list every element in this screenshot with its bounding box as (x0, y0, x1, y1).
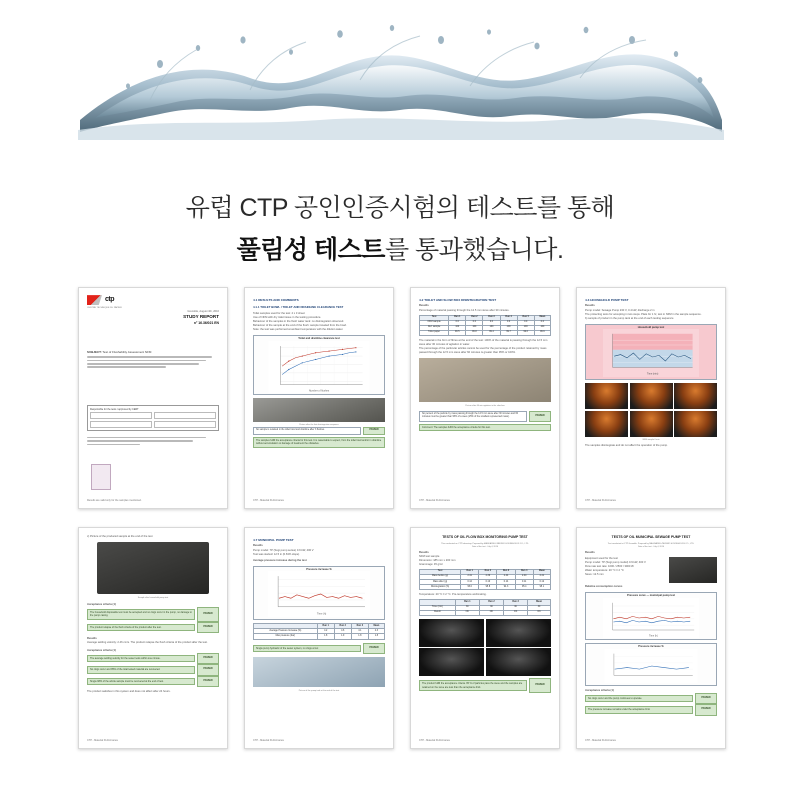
table-header-cell: Mean (368, 624, 384, 629)
table-cell: 0.0 (449, 320, 466, 325)
svg-text:Time (min): Time (min) (646, 373, 659, 377)
acceptance-criteria-row (253, 427, 385, 434)
table-cell: 2.41 (533, 575, 550, 580)
pressure-increase-chart-2 (585, 643, 717, 686)
table-cell: 100 (483, 325, 500, 330)
headline-line-2 (0, 232, 800, 270)
acceptance-criteria-2-label: Acceptance criteria (1) (87, 648, 116, 652)
subject-label: SUBJECT: (87, 349, 102, 354)
ctp-mark-icon (87, 295, 102, 305)
bullet-2: Behaviour of the sample at the end of the flush: sample traveled from the bowl. (253, 323, 347, 327)
paragraph-1: Pump model: Sewage Pump 230 V, 0.4 kW, discharge 2 in (585, 308, 655, 312)
document-footer: CTP - Material Performance (87, 739, 119, 743)
document-footer: Results are valid only for the samples mentioned. (87, 499, 142, 503)
table-header-cell: Run 1 (461, 569, 479, 574)
table-cell: 4.2 (317, 629, 334, 634)
results-label: Results (419, 304, 429, 308)
result-badge: PASSED (363, 643, 385, 654)
test-photo (253, 657, 385, 687)
acceptance-criteria-text: The product fulfill the acceptance criteria. 95 % of particles pass the sieve and the samples are retained on the sieve are less than the acceptance limit. (419, 680, 527, 691)
subsection-title: TOILET BOWL / TOILET AND DRAINLINE CLEARANCE TEST (260, 305, 344, 310)
clearance-chart (253, 335, 385, 396)
test-date: Date of the test : July 4, 2016 (637, 545, 664, 548)
table-cell: NFM sample (420, 320, 449, 325)
pump-photo-1 (585, 383, 628, 409)
paragraph-2: Use of NFM with dry toilet tissue in the testing procedure. (253, 315, 322, 319)
table-cell: 95.0 (461, 585, 479, 590)
headline (0, 190, 800, 269)
report-date: Grenoble, August 4th, 2016 (187, 310, 219, 314)
ctp-logo-subtitle: CENTRE TECHNIQUE DU PAPIER (87, 307, 122, 310)
criteria-item-row (87, 676, 219, 687)
table-header-cell: Mean (533, 569, 550, 574)
criteria-item: The pressure increase remains under the acceptance limit. (585, 706, 693, 713)
report-title: STUDY REPORT (183, 314, 219, 320)
photo-caption: Sample after household pump test (137, 597, 169, 600)
table-cell: 100 (517, 325, 534, 330)
svg-text:Number of flushes: Number of flushes (308, 388, 330, 392)
section-subtitle: Test conducted at CTP Grenoble. Prepared by MAGDARELL/NEDIMO HOUSEHOLDS CO., LTD. (607, 542, 695, 545)
table-cell: 2.41 (461, 575, 479, 580)
info-row-5: Sieve: 12.5 mm (585, 572, 604, 576)
result-badge: PASSED (197, 653, 219, 664)
table-cell: 0.11 (515, 580, 533, 585)
section-number: 4.2 (419, 298, 424, 302)
section-heading (253, 298, 385, 302)
photo-caption: Picture after the first disintegration sequence (299, 424, 339, 427)
subsection-heading (253, 305, 385, 309)
info-row-3: Grammage: 45 g/m² (419, 562, 444, 566)
table-cell: 0.0 (483, 320, 500, 325)
chart-plot (586, 598, 716, 638)
table-header-cell: Run 2 (466, 315, 483, 320)
table-cell: OK (455, 610, 479, 615)
table-header-cell: Run 2 (479, 600, 503, 605)
paragraph-2: Test was started: 12.5 in (0.63% slope) (253, 552, 300, 556)
section-number: 4.1 (253, 298, 258, 302)
sieve-photo-1 (419, 619, 484, 647)
acceptance-criteria-text: No sample is retained in the toilet bowl and drainline after 3 flushes. (253, 427, 361, 434)
table-cell: 99.6 (534, 330, 550, 335)
acceptance-criteria-text: The household disposable test must be accepted and no clogs occur in the pump, no damage to the pump casing. (87, 609, 195, 620)
criteria-item: No clogs occur and 95% of the total tested material are recovered. (87, 666, 195, 673)
table-cell: 0.0 (500, 320, 517, 325)
result-badge: PASSED (197, 607, 219, 622)
chart-title: Pressure curve — municipal pump test (627, 593, 675, 597)
paragraph-1: Pump model: 7P (Sogi pump series) 0.9 kW, 400 V (253, 548, 314, 552)
table-cell: 1.8 (351, 634, 368, 639)
chart-title: Pressure increase % (638, 645, 664, 649)
comment-text: The samples disintegrate and do not affect the operation of the pump. (585, 443, 668, 447)
table-cell: 30 (479, 605, 503, 610)
acceptance-criteria-text: No percent of the particle by mass passing through the 12.5 mm sieve after 30 minutes and 60 minutes must be greater than 95% of a sieve (25% of the smallest represented mass). (419, 411, 527, 422)
table-cell: 99.6 (517, 330, 534, 335)
second-criteria-text: The product relapse of the flush criteria of the product after the test. (87, 624, 195, 631)
results-label: Results (585, 304, 595, 308)
pump-photo-4 (585, 411, 628, 437)
headline-line-2-rest: 를 통과했습니다. (384, 235, 564, 264)
sieve-photo-grid (419, 619, 551, 677)
table-header-cell: Test (420, 569, 461, 574)
acceptance-criteria-row (253, 643, 385, 654)
table-header-cell: Run 1 (455, 600, 479, 605)
table-cell: 100 (449, 325, 466, 330)
equipment-photo (669, 557, 717, 583)
results-label: Results (253, 544, 263, 548)
test-photo (253, 398, 385, 422)
table-header-cell: Run 3 (497, 569, 515, 574)
approval-stamp (91, 464, 111, 490)
mass-table (419, 569, 551, 590)
photo-caption: Picture of the pump tank at the end of the test (298, 689, 340, 692)
headline-emphasis: 풀림성 테스트 (236, 235, 385, 264)
document-thumbnail-2[interactable] (244, 287, 394, 509)
chart-title: Toilet and drainline clearance test (298, 336, 340, 340)
table-cell: 0.10 (479, 580, 497, 585)
photo-caption: NFM sample 0 min (642, 438, 660, 441)
second-criteria-row (87, 622, 219, 633)
table-cell: 0.12 (461, 580, 479, 585)
info-row-1: Equipment used for the test (585, 556, 618, 560)
table-cell: 0.14 (497, 580, 515, 585)
table-cell: 95.1 (533, 585, 550, 590)
disintegration-table (419, 315, 551, 336)
table-cell: 94.3 (497, 585, 515, 590)
table-cell: Ref. sample (420, 325, 449, 330)
document-thumbnail-6[interactable] (244, 527, 394, 749)
table-header-cell: Run 3 (504, 600, 528, 605)
table-cell: Toilet paper (420, 330, 449, 335)
comment-text: Comment: The samples fulfill the acceptance criteria for this test. (419, 424, 551, 431)
sub-note: Relative consumption curves (585, 584, 623, 588)
hero-water-splash (0, 0, 800, 185)
equipment-info (585, 557, 666, 583)
sieve-photo-2 (486, 619, 551, 647)
equipment-row (585, 557, 717, 583)
table-header-cell: Run 2 (334, 624, 351, 629)
result-badge: PASSED (529, 678, 551, 693)
signature-cell (90, 412, 152, 419)
sieve-photo-4 (486, 648, 551, 676)
bullet-1: Behaviour of the samples in the flush water tank: no disintegration observed. (253, 319, 344, 323)
table-cell: 2.40 (515, 575, 533, 580)
svg-text:Time (h): Time (h) (316, 612, 327, 616)
acceptance-criteria-row (87, 607, 219, 622)
subsection-number: 4.1.1 (253, 305, 260, 310)
time-table (419, 599, 551, 615)
document-footer: CTP - Material Performance (419, 739, 451, 743)
pump-photo-6 (674, 411, 717, 437)
paragraph-2: The percentage of the particular articles cannot be used for the percentage of the product retained by mass passed through the 12.5 mm sieve after 60 minutes is greater than 95% or 100%. (419, 347, 547, 355)
section-title: TOILET AND SLOW BOX DISINTEGRATION TEST (424, 298, 497, 302)
result-badge: PASSED (695, 693, 717, 704)
report-title-block (87, 310, 219, 325)
table-header-cell: Run 4 (500, 315, 517, 320)
table-cell: OK (504, 610, 528, 615)
table-row (420, 585, 551, 590)
table-cell: 4.3 (368, 629, 384, 634)
paragraph-2: The protecting tests for accepting in two steps. Plate for 1 hr, test in NFM in the sample sequence. (585, 312, 702, 316)
document-thumbnail-1[interactable] (78, 287, 228, 509)
paragraph-1: The material in the form of fibres at the end of the test: 100% of the material is passing through the 12.5 mm sieve after 30 minutes of agitation in water. (419, 339, 548, 347)
results-text: Percentage of material passing through the 12.5 mm sieve after 30 minutes. (419, 308, 510, 312)
comment-text: The samples fulfill the acceptance criteria for this test. It is reasonable to expect, from the toilet bowl and/or in drainline without accumulation or damage of treatment the obstacles. (253, 437, 385, 448)
table-cell: 95.4 (515, 585, 533, 590)
chart-plot (254, 341, 384, 393)
criteria-item-row (87, 664, 219, 675)
result-badge: PASSED (197, 676, 219, 687)
pump-photo-grid (585, 383, 717, 437)
section-number: 4.3 (585, 298, 590, 302)
document-thumbnail-8[interactable] (576, 527, 726, 749)
document-footer: CTP - Material Performance (253, 739, 285, 743)
info-row-2: Pump model: 7P (Sogi pump model) 0.9 kW, 400 V (585, 560, 646, 564)
certificate-thumbnail-grid (78, 287, 726, 749)
result-badge: PASSED (197, 664, 219, 675)
criteria-item: No clogs occur and the pump continues to operate. (585, 695, 693, 702)
table-header-cell: Run 1 (449, 315, 466, 320)
results-label: Results (419, 550, 429, 554)
criteria-item: Single 98% of the article sample must be recovered at the end of test. (87, 678, 195, 685)
table-cell: 30 (528, 605, 551, 610)
sub-note: Average pressure increase during the test (253, 558, 307, 562)
table-header-cell: Mean (534, 315, 550, 320)
section-title: RESULTS AND COMMENTS (258, 298, 299, 302)
table-cell: 100 (534, 325, 550, 330)
table-header-cell: Run 4 (515, 569, 533, 574)
chart-title: Household pump test (637, 325, 665, 329)
section-title: MUNICIPAL PUMP TEST (258, 538, 294, 542)
subject-line (87, 350, 219, 355)
photo-caption: Picture after 60 min agitation in the slow box (465, 405, 505, 408)
headline-line-1: 유럽 CTP 공인인증시험의 테스트를 통해 (185, 194, 615, 222)
table-cell: 4.1 (351, 629, 368, 634)
table-header-cell: Run 3 (351, 624, 368, 629)
final-note: The product satisfies in this system and does not affect after 24 hours. (87, 690, 171, 694)
table-cell: OK (479, 610, 503, 615)
section-title: TESTS OF OIL MUNICIPAL SEWAGE PUMP TEST (611, 535, 691, 539)
table-cell: 0.0 (534, 320, 550, 325)
info-row-2: Dimension: 185 mm x 200 mm (419, 558, 456, 562)
pressure-table (253, 623, 385, 639)
table-cell: 100 (500, 325, 517, 330)
ctp-logo (87, 295, 219, 305)
table-cell: 99.4 (483, 330, 500, 335)
sample-photo (97, 542, 209, 594)
signature-cell (154, 421, 216, 428)
svg-text:Time (h): Time (h) (648, 633, 658, 637)
table-cell: Mass before (g) (420, 575, 461, 580)
table-cell: 0.0 (517, 320, 534, 325)
table-row (254, 634, 385, 639)
section-subtitle: This conducted on CTP laboratory. Prepared by MAGDARELL/NEDIMO HOUSEHOLDS CO., LTD. (441, 542, 529, 545)
table-cell: 2.44 (497, 575, 515, 580)
table-cell: 1.8 (317, 634, 334, 639)
section-heading (585, 298, 717, 302)
table-cell: Result (420, 610, 456, 615)
pump-photo-2 (630, 383, 673, 409)
water-splash-illustration (0, 0, 800, 185)
pump-photo-3 (674, 383, 717, 409)
acceptance-criteria-row (419, 411, 551, 422)
info-row-4: Water temperature: 20 °C ± 2 °C (585, 568, 624, 572)
document-thumbnail-5[interactable] (78, 527, 228, 749)
table-header-cell: Run 3 (483, 315, 500, 320)
table-header-cell: Test (420, 315, 449, 320)
signature-label: Responsible for the tests / approved by CERT (90, 407, 139, 411)
document-footer: CTP - Material Performance (253, 499, 285, 503)
criteria-item: The average settling velocity for the sewer tests within one minute. (87, 655, 195, 662)
table-cell: 30 (504, 605, 528, 610)
pump-photo-5 (630, 411, 673, 437)
table-cell: Mass after (g) (420, 580, 461, 585)
table-cell: Average Pressure Increase (%) (254, 629, 318, 634)
table-cell: 4.6 (334, 629, 351, 634)
acceptance-criteria-label: Acceptance criteria (1) (87, 602, 116, 606)
acceptance-criteria-row (419, 678, 551, 693)
table-cell: Time (min) (420, 605, 456, 610)
table-cell: 1.8 (368, 634, 384, 639)
signature-cell (154, 412, 216, 419)
sub-note: b) sample of product in the pump tank at the end of each testing sequence (585, 316, 674, 320)
table-row (420, 610, 551, 615)
table-cell: 99.7 (500, 330, 517, 335)
criteria-item-row (87, 653, 219, 664)
paragraph-1: Toilet samples used for the test: 4 x 3 sheet (253, 311, 305, 315)
section-number: 4.7 (253, 538, 258, 542)
table-cell: 2.39 (479, 575, 497, 580)
result-badge: PASSED (363, 427, 385, 434)
results-label: Results (585, 550, 595, 554)
table-cell: Disintegration (%) (420, 585, 461, 590)
pressure-increase-chart (253, 566, 385, 621)
signature-box (87, 405, 219, 431)
pump-pressure-chart (585, 324, 717, 381)
criteria-item-row (585, 693, 717, 704)
table-header-cell: Mean (528, 600, 551, 605)
table-cell: 1.9 (334, 634, 351, 639)
table-cell: OK (528, 610, 551, 615)
ctp-logo-text: ctp (105, 296, 114, 303)
pressure-curve-chart (585, 592, 717, 641)
acceptance-criteria-text: Single pump hydraulic of the sewer system, no clogs occur. (253, 645, 361, 652)
table-header-cell: Run 1 (317, 624, 334, 629)
document-thumbnail-7[interactable] (410, 527, 560, 749)
chart-plot (586, 649, 716, 683)
sieve-photo-3 (419, 648, 484, 676)
document-footer: CTP - Material Performance (419, 499, 451, 503)
chart-title: Pressure increase % (306, 567, 332, 571)
table-cell: 95.8 (479, 585, 497, 590)
table-cell: 0.12 (533, 580, 550, 585)
results-label: Results (87, 637, 97, 641)
acceptance-criteria-label: Acceptance criteria (1) (585, 688, 614, 692)
table-cell: 100 (466, 325, 483, 330)
section-title: HOUSEHOLD PUMP TEST (590, 298, 629, 302)
table-header-cell: Run 5 (517, 315, 534, 320)
table-row (420, 330, 551, 335)
section-heading (419, 298, 551, 302)
criteria-item-row (585, 704, 717, 715)
signature-cell (90, 421, 152, 428)
info-row-1: NFM test sample (419, 554, 440, 558)
result-badge: PASSED (695, 704, 717, 715)
chart-plot (254, 571, 384, 617)
table-header-cell: Run 2 (479, 569, 497, 574)
paragraph-1: Temperature: 20 °C ± 2 °C. Pre-temperature acclimating. (419, 593, 487, 597)
document-thumbnail-4[interactable] (576, 287, 726, 509)
document-footer: CTP - Material Performance (585, 739, 617, 743)
document-footer: CTP - Material Performance (585, 499, 617, 503)
test-photo (419, 358, 551, 402)
results-text: Average settling velocity: 2.46 cm/s. The product relapse the flush criteria of the product after the test. (87, 641, 208, 645)
test-date: Date of the test : July 4, 2016 (471, 545, 498, 548)
table-cell: 99.5 (449, 330, 466, 335)
result-badge: PASSED (529, 411, 551, 422)
bullet-3: Note: the test was performed at ambient temperature with the dilution water. (253, 327, 344, 331)
report-number: n° 16.36/021 EN (193, 320, 219, 325)
document-thumbnail-3[interactable] (410, 287, 560, 509)
table-cell: Max pressure (bar) (254, 634, 318, 639)
table-cell: 99.8 (466, 330, 483, 335)
sub-note: c) Picture of the produced sample at the end of the test (87, 535, 153, 538)
section-title: TESTS OF OIL FLOW BOX MONITORING PUMP TEST (442, 535, 528, 539)
result-badge: PASSED (197, 622, 219, 633)
subject-text: Test of Flushability Assessment NFM (102, 349, 152, 354)
table-cell: 30 (455, 605, 479, 610)
table-cell: 0.0 (466, 320, 483, 325)
info-row-3: Flow rate test rate: 1000 / 2500 / 3000 l/h (585, 564, 635, 568)
section-heading (253, 538, 385, 542)
chart-plot (586, 329, 716, 377)
